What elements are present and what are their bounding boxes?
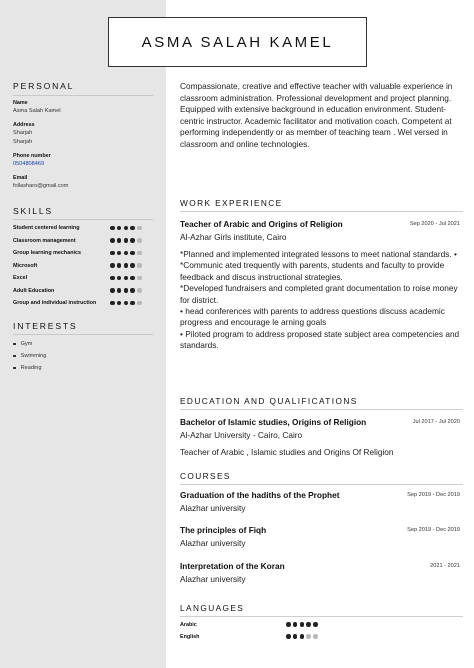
bullet-icon: [13, 355, 16, 358]
education-title: EDUCATION AND QUALIFICATIONS: [180, 396, 358, 406]
skill-name: Group and individual instruction: [13, 300, 97, 306]
rating-dot-filled: [286, 622, 291, 627]
school-name: Al-Azhar University - Cairo, Cairo: [180, 430, 303, 440]
languages-divider: [180, 616, 463, 617]
rating-dot-filled: [110, 263, 115, 268]
rating-dot-filled: [117, 288, 122, 293]
rating-dot-filled: [130, 301, 135, 306]
rating-dots: [286, 634, 318, 639]
course-name: Graduation of the hadiths of the Prophet: [180, 490, 340, 500]
phone-label: Phone number: [13, 153, 51, 159]
job-dates: Sep 2020 - Jul 2021: [409, 221, 460, 227]
course-name: The principles of Fiqh: [180, 525, 267, 535]
courses-divider: [180, 484, 463, 485]
language-name: English: [180, 634, 200, 640]
education-note: Teacher of Arabic , Islamic studies and Origins Of Religion: [180, 447, 394, 457]
course-dates: Sep 2019 - Dec 2019: [407, 527, 460, 533]
job-bullets: [180, 249, 464, 352]
rating-dot-filled: [130, 263, 135, 268]
interest-label: Gym: [20, 341, 33, 347]
rating-dot-filled: [130, 276, 135, 281]
rating-dot-filled: [117, 238, 122, 243]
skill-name: Group learning mechanics: [13, 250, 81, 256]
rating-dot-empty: [137, 251, 142, 256]
job-bullet: • head conferences with parents to address questions discuss academic progress and encourage le arning goals: [180, 306, 445, 328]
courses-title: COURSES: [180, 471, 231, 481]
interest-item: [13, 365, 41, 371]
phone-link[interactable]: 0504808469: [13, 161, 45, 167]
interest-label: Swimming: [20, 353, 47, 359]
skill-name: Adult Education: [13, 287, 55, 294]
rating-dots: [110, 276, 142, 281]
work-divider: [180, 211, 463, 212]
rating-dot-empty: [137, 263, 142, 268]
email-value: follasharo@gmail.com: [13, 183, 69, 189]
rating-dot-filled: [130, 226, 135, 231]
profile-summary: Compassionate, creative and effective teacher with valuable experience in classroom administration. Professional development and project planning. Equipped with extensive background in education environment. Student-centric instructor. Academic facilitator and motivation coach. Competent at performing independently or as member of teaching team . Wel versed in classroom and online technologies.: [180, 81, 453, 149]
rating-dot-filled: [293, 634, 298, 639]
rating-dot-empty: [137, 276, 142, 281]
skill-name: Classroom management: [13, 237, 76, 244]
education-divider: [180, 409, 463, 410]
rating-dot-empty: [137, 301, 142, 306]
job-bullet: • Piloted program to address proposed state subject area competencies and standards.: [180, 328, 460, 351]
rating-dot-filled: [117, 226, 122, 231]
personal-divider: [13, 95, 153, 96]
job-title: Teacher of Arabic and Origins of Religion: [180, 219, 343, 229]
name-header: [108, 17, 367, 67]
rating-dot-filled: [130, 238, 135, 243]
name-value: Asma Salah Kamel: [13, 108, 61, 114]
language-name: Arabic: [180, 622, 197, 628]
rating-dot-filled: [124, 251, 129, 256]
rating-dot-filled: [300, 622, 305, 627]
employer: Al-Azhar Girls institute, Cairo: [180, 232, 287, 242]
rating-dot-filled: [117, 251, 122, 256]
rating-dots: [110, 301, 142, 306]
rating-dot-filled: [110, 251, 115, 256]
rating-dot-filled: [124, 226, 129, 231]
skill-name: Student centered learning: [13, 225, 80, 231]
rating-dot-filled: [130, 288, 135, 293]
rating-dot-filled: [110, 226, 115, 231]
address-line-2: Sharjah: [13, 139, 33, 145]
personal-title: PERSONAL: [13, 81, 75, 91]
full-name: ASMA SALAH KAMEL: [141, 33, 334, 51]
skill-name: Microsoft: [13, 262, 38, 269]
name-label: Name: [13, 100, 28, 106]
rating-dot-empty: [137, 226, 142, 231]
skills-title: SKILLS: [13, 206, 53, 216]
course-name: Interpretation of the Koran: [180, 561, 285, 571]
course-dates: Sep 2019 - Dec 2019: [407, 492, 460, 498]
rating-dot-empty: [313, 634, 318, 639]
rating-dot-empty: [137, 288, 142, 293]
rating-dot-filled: [117, 301, 122, 306]
rating-dot-filled: [124, 238, 129, 243]
skills-divider: [13, 219, 153, 220]
course-dates: 2021 - 2021: [430, 563, 460, 569]
rating-dot-empty: [306, 634, 311, 639]
email-label: Email: [13, 175, 28, 181]
interests-divider: [13, 334, 153, 335]
course-org: Alazhar university: [180, 538, 246, 548]
rating-dot-filled: [110, 301, 115, 306]
rating-dots: [110, 251, 142, 256]
course-org: Alazhar university: [180, 503, 246, 513]
rating-dot-filled: [110, 288, 115, 293]
job-bullet: *Planned and implemented integrated lessons to meet national standards. •: [180, 249, 457, 259]
rating-dots: [110, 238, 142, 243]
work-experience-title: WORK EXPERIENCE: [180, 198, 283, 208]
rating-dot-filled: [124, 301, 129, 306]
bullet-icon: [13, 343, 16, 346]
rating-dot-filled: [124, 276, 129, 281]
address-label: Address: [13, 122, 35, 128]
rating-dots: [286, 622, 318, 627]
rating-dot-filled: [117, 263, 122, 268]
rating-dots: [110, 288, 142, 293]
interest-label: Reading: [20, 365, 42, 371]
rating-dot-filled: [286, 634, 291, 639]
degree-dates: Jul 2017 - Jul 2020: [412, 419, 460, 425]
address-line-1: Sharjah: [13, 130, 33, 136]
bullet-icon: [13, 367, 16, 370]
interest-item: [13, 353, 46, 359]
rating-dot-filled: [313, 622, 318, 627]
rating-dot-filled: [117, 276, 122, 281]
job-bullet: *Communic ated trequently with parents, students and faculty to provide feedback and discus instructional strategies.: [180, 260, 445, 282]
course-org: Alazhar university: [180, 574, 246, 584]
rating-dot-filled: [110, 238, 115, 243]
rating-dot-filled: [293, 622, 298, 627]
rating-dot-filled: [110, 276, 115, 281]
rating-dot-filled: [300, 634, 305, 639]
rating-dot-filled: [124, 263, 129, 268]
rating-dot-filled: [124, 288, 129, 293]
degree-title: Bachelor of Islamic studies, Origins of Religion: [180, 417, 367, 427]
languages-title: LANGUAGES: [180, 603, 245, 613]
interests-title: INTERESTS: [13, 321, 78, 331]
rating-dot-filled: [306, 622, 311, 627]
interest-item: [13, 341, 32, 347]
rating-dot-empty: [137, 238, 142, 243]
skill-name: Excel: [13, 275, 28, 281]
rating-dots: [110, 263, 142, 268]
job-bullet: *Developed fundraisers and completed grant documentation to roise money for district.: [180, 283, 458, 305]
rating-dot-filled: [130, 251, 135, 256]
rating-dots: [110, 226, 142, 231]
